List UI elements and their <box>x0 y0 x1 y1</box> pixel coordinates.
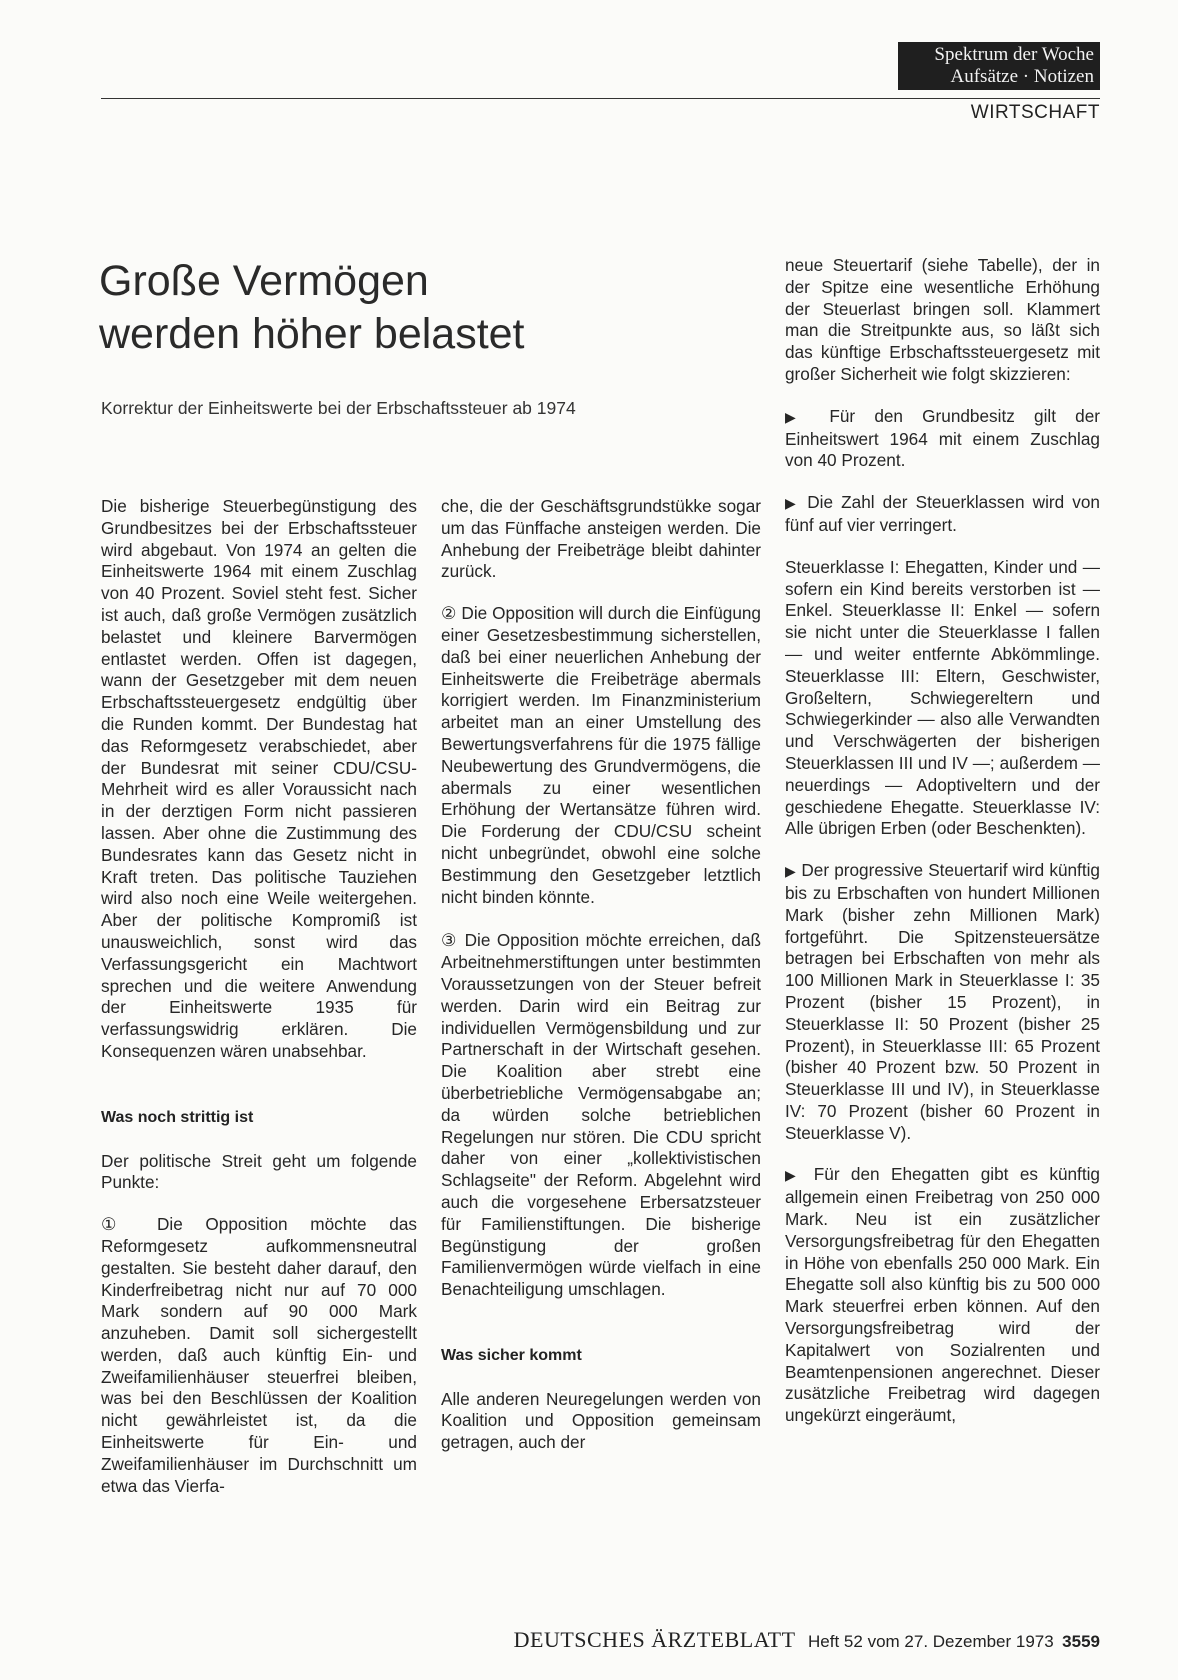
subline: Korrektur der Einheitswerte bei der Erbschaftssteuer ab 1974 <box>101 398 576 418</box>
col2-paragraph-4: Alle anderen Neuregelungen werden von Koalition und Opposition gemeinsam getragen, auch der <box>441 1388 761 1453</box>
column-2 <box>441 496 761 1454</box>
footer <box>350 1627 1100 1653</box>
triangle-bullet-icon: ▶ <box>785 863 797 880</box>
col3-bullet-3-text: Der progressive Steuertarif wird künftig bis zu Erbschaften von hundert Millionen Mark (bisher zehn Millionen Mark) fortgeführt. Die Spitzensteuersätze betragen bei Erbschaften von mehr als 100 Millionen Mark in Steuerklasse I: 35 Prozent (bisher 15 Prozent), in Steuerklasse II: 50 Prozent (bisher 25 Prozent), in Steuerklasse III: 65 Prozent (bisher 40 Prozent bzw. 50 Prozent in Steuerklasse III und IV), in Steuerklasse IV: 70 Prozent (bisher 60 Prozent in Steuerklasse V). <box>785 860 1100 1143</box>
section-label: WIRTSCHAFT <box>970 102 1100 123</box>
footer-page-number: 3559 <box>1062 1632 1100 1651</box>
col3-bullet-4 <box>785 1164 1100 1427</box>
col2-heading: Was sicher kommt <box>441 1346 582 1364</box>
col2-paragraph-1: che, die der Geschäftsgrundstükke sogar um das Fünffache ansteigen werden. Die Anhebung der Freibeträge bleibt dahinter zurück. <box>441 496 761 582</box>
col3-paragraph-2: Steuerklasse I: Ehegatten, Kinder und — sofern ein Kind bereits verstorben ist — Enkel. Steuerklasse II: Enkel — sofern sie nicht unter die Steuerklasse I fallen — und weiter entfernte Abkömmlinge. Steuerklasse III: Eltern, Geschwister, Großeltern, Schwiegereltern und Schwiegerkinder — also alle Verwandten und Verschwägerten der bisherigen Steuerklassen III und IV —; außerdem — neuerdings — Adoptiveltern und der geschiedene Ehegatte. Steuerklasse IV: Alle übrigen Erben (oder Beschenkten). <box>785 556 1100 839</box>
triangle-bullet-icon: ▶ <box>785 408 811 425</box>
col1-paragraph-3: ① Die Opposition möchte das Reformgesetz aufkommensneutral gestalten. Sie besteht daher darauf, den Kinderfreibetrag nicht nur auf 70 000 Mark sondern auf 90 000 Mark anzuheben. Damit soll sichergestellt werden, daß auch künftig Ein- und Zweifamilienhäuser steuerfrei bleiben, was bei den Beschlüssen der Koalition nicht gewährleistet ist, da die Einheitswerte für Ein- und Zweifamilienhäuser im Durchschnitt um etwa das Vierfa- <box>101 1214 417 1496</box>
col1-paragraph-2: Der politische Streit geht um folgende Punkte: <box>101 1150 417 1193</box>
column-3 <box>785 255 1100 1427</box>
col2-paragraph-3: ③ Die Opposition möchte erreichen, daß Arbeitnehmerstiftungen unter bestimmten Voraussetzungen von der Steuer befreit werden. Darin wird ein Beitrag zur individuellen Vermögensbildung und zur Partnerschaft in der Wirtschaft gesehen. Die Koalition aber strebt eine überbetriebliche Vermögensabgabe an; da würden solche betrieblichen Regelungen nur stören. Die CDU spricht daher von einer „kollektivistischen Schlagseite" der Reform. Abgelehnt wird auch die vorgesehene Erbersatzsteuer für Familienstiftungen. Die bisherige Begünstigung der großen Familienvermögen würde vielfach in eine Benachteiligung umschlagen. <box>441 930 761 1300</box>
col3-bullet-4-text: Für den Ehegatten gibt es künftig allgemein einen Freibetrag von 250 000 Mark. Neu ist ein zusätzlicher Versorgungsfreibetrag für den Ehegatten in Höhe von ebenfalls 250 000 Mark. Ein Ehegatte soll also künftig bis zu 500 000 Mark steuerfrei erben können. Auf den Versorgungsfreibetrag wird der Kapitalwert von Sozialrenten und Beamtenpensionen angerechnet. Dieser zusätzliche Freibetrag wird dagegen ungekürzt eingeräumt, <box>785 1164 1100 1426</box>
footer-journal: DEUTSCHES ÄRZTEBLATT <box>513 1627 796 1652</box>
headline <box>99 255 659 361</box>
footer-issue: Heft 52 vom 27. Dezember 1973 <box>808 1632 1054 1651</box>
col3-paragraph-1: neue Steuertarif (siehe Tabelle), der in der Spitze eine wesentliche Erhöhung der Steuerlast bringen soll. Klammert man die Streitpunkte aus, so läßt sich das künftige Erbschaftssteuergesetz mit großer Sicherheit wie folgt skizzieren: <box>785 255 1100 384</box>
headline-line1: Große Vermögen <box>99 257 429 305</box>
col3-bullet-2-text: Die Zahl der Steuerklassen wird von fünf auf vier verringert. <box>785 492 1100 535</box>
col3-bullet-2 <box>785 492 1100 537</box>
column-1 <box>101 496 417 1497</box>
col3-bullet-3 <box>785 860 1100 1144</box>
col1-paragraph-1: Die bisherige Steuerbegünstigung des Grundbesitzes bei der Erbschaftssteuer wird abgebaut. Von 1974 an gelten die Einheitswerte 1964 mit einem Zuschlag von 40 Prozent. Soviel steht fest. Sicher ist auch, daß große Vermögen zusätzlich belastet und kleinere Barvermögen entlastet werden. Offen ist dagegen, wann der Gesetzgeber mit dem neuen Erbschaftssteuergesetz endgültig über die Runden kommt. Der Bundestag hat das Reformgesetz verabschiedet, aber der Bundesrat mit seiner CDU/CSU-Mehrheit wird es aller Voraussicht nach in der derztigen Form nicht passieren lassen. Aber ohne die Zustimmung des Bundesrates kann das Gesetz nicht in Kraft treten. Das politische Tauziehen wird also noch eine Weile weitergehen. Aber der politische Kompromiß ist unausweichlich, sonst wird das Verfassungsgericht ein Machtwort sprechen und die weitere Anwendung der Einheitswerte 1935 für verfassungswidrig erklären. Die Konsequenzen wären unabsehbar. <box>101 496 417 1061</box>
triangle-bullet-icon: ▶ <box>785 495 800 512</box>
col3-bullet-1 <box>785 406 1100 472</box>
header-rule <box>101 98 1100 99</box>
section-box-line2: Aufsätze · Notizen <box>950 66 1094 87</box>
triangle-bullet-icon: ▶ <box>785 1167 803 1184</box>
col3-bullet-1-text: Für den Grundbesitz gilt der Einheitswert 1964 mit einem Zuschlag von 40 Prozent. <box>785 405 1100 471</box>
col2-paragraph-2: ② Die Opposition will durch die Einfügung einer Gesetzesbestimmung sicherstellen, daß bei einer neuerlichen Anhebung der Einheitswerte die Freibeträge abermals korrigiert werden. Im Finanzministerium arbeitet man an einer Umstellung des Bewertungsverfahrens für die 1975 fällige Neubewertung des Grundvermögens, die abermals zu einer wesentlichen Erhöhung der Wertansätze führen wird. Die Forderung der CDU/CSU scheint nicht unbegründet, obwohl eine solche Bestimmung den Gesetzgeber letztlich nicht binden könnte. <box>441 603 761 907</box>
col1-heading: Was noch strittig ist <box>101 1108 254 1126</box>
section-box-line1: Spektrum der Woche <box>934 44 1094 65</box>
section-box <box>898 42 1100 90</box>
headline-line2: werden höher belastet <box>99 310 525 358</box>
